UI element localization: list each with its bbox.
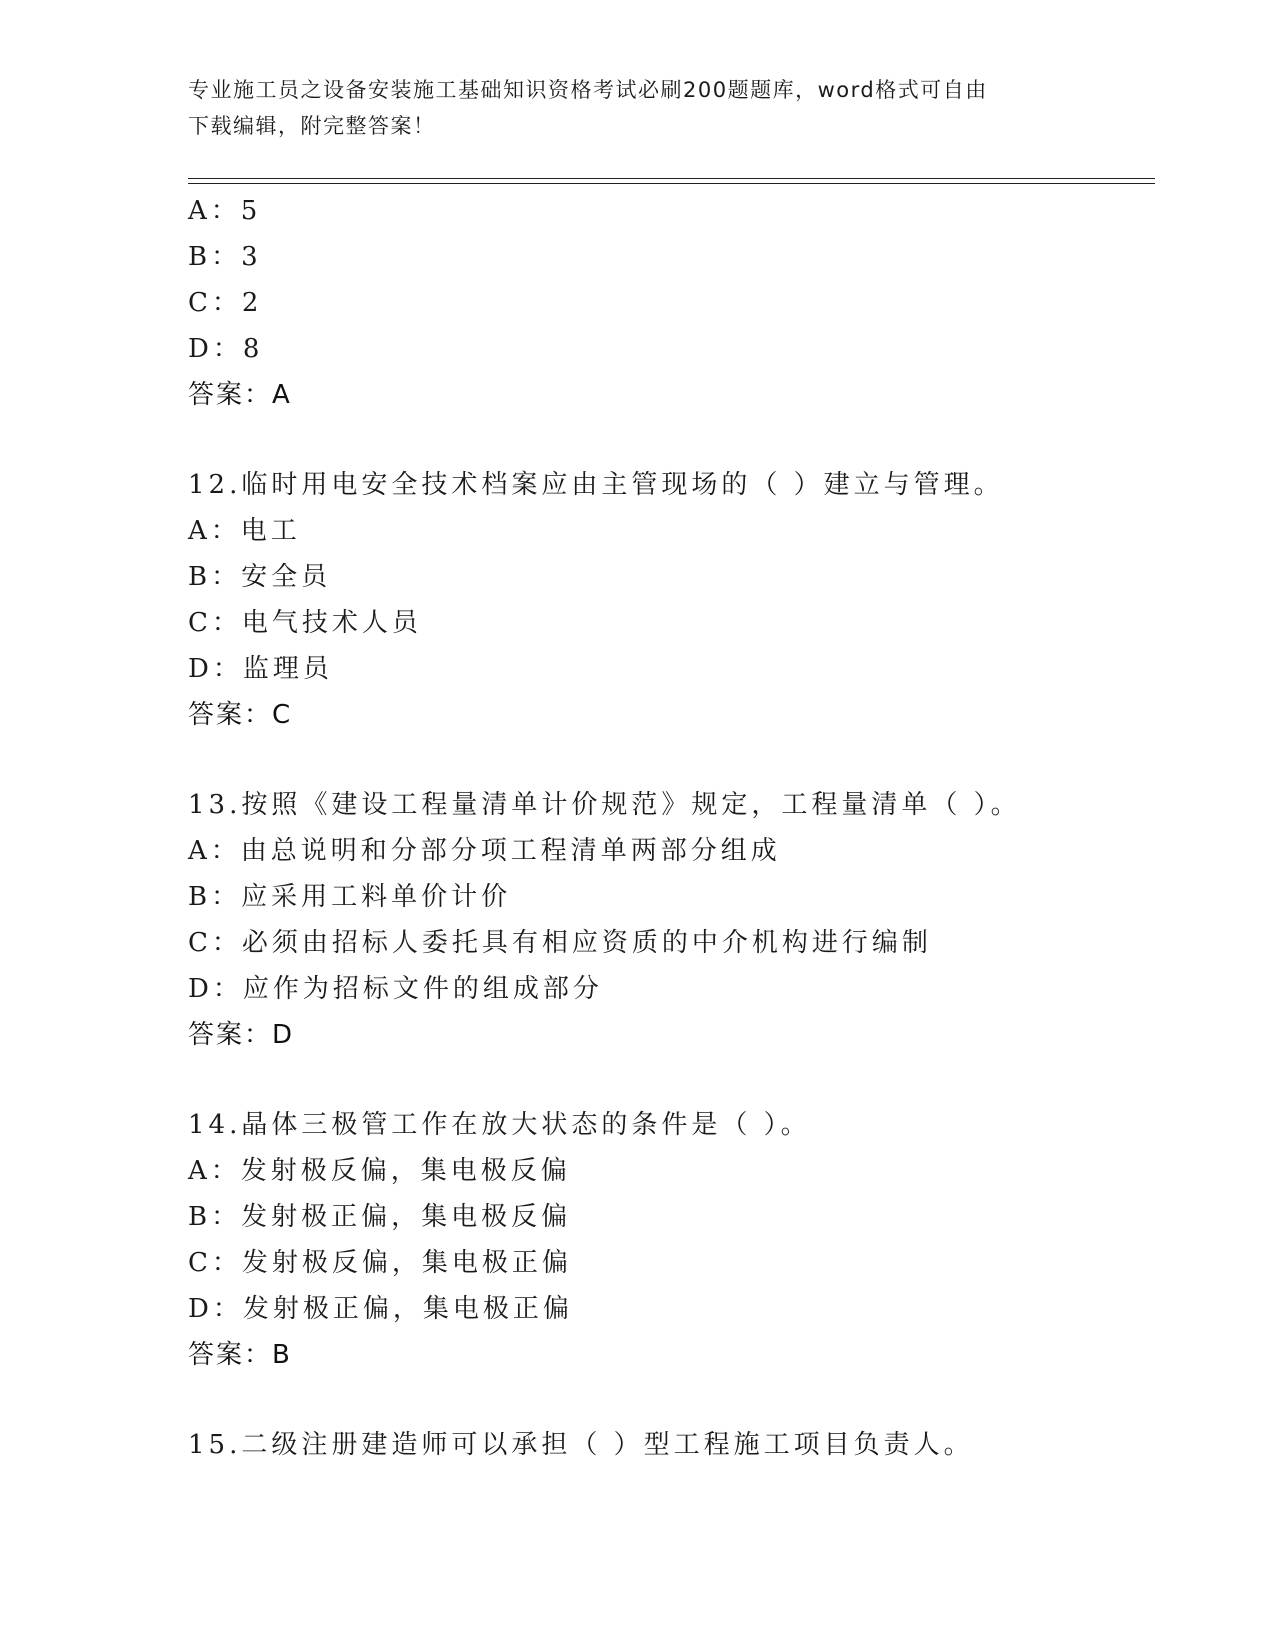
question-14 (188, 1102, 1148, 1378)
question-stem: 15.二级注册建造师可以承担（ ）型工程施工项目负责人。 (188, 1430, 974, 1460)
option-a: A：5 (188, 196, 262, 226)
question-13 (188, 782, 1148, 1058)
question-15 (188, 1422, 1148, 1468)
answer-line: 答案：C (188, 700, 293, 730)
header-divider-bottom (188, 183, 1155, 184)
question-stem: 13.按照《建设工程量清单计价规范》规定，工程量清单（ ）。 (188, 790, 1021, 820)
question-12 (188, 462, 1148, 738)
option-a: A：由总说明和分部分项工程清单两部分组成 (188, 836, 781, 866)
option-c: C：必须由招标人委托具有相应资质的中介机构进行编制 (188, 928, 932, 958)
document-header (188, 72, 1068, 144)
question-partial (188, 188, 1148, 418)
question-stem: 12.临时用电安全技术档案应由主管现场的（ ）建立与管理。 (188, 470, 1004, 500)
option-d: D：8 (188, 334, 264, 364)
header-title-line-2: 下载编辑，附完整答案！ (188, 114, 436, 138)
answer-line: 答案：D (188, 1020, 295, 1050)
option-b: B：发射极正偏，集电极反偏 (188, 1202, 572, 1232)
spacer (188, 1378, 1148, 1422)
spacer (188, 1058, 1148, 1102)
answer-line: 答案：B (188, 1340, 292, 1370)
option-d: D：监理员 (188, 654, 333, 684)
option-b: B：安全员 (188, 562, 332, 592)
option-a: A：发射极反偏，集电极反偏 (188, 1156, 571, 1186)
question-stem: 14.晶体三极管工作在放大状态的条件是（ ）。 (188, 1110, 811, 1140)
option-c: C：2 (188, 288, 263, 318)
option-b: B：3 (188, 242, 262, 272)
option-c: C：电气技术人员 (188, 608, 422, 638)
spacer (188, 418, 1148, 462)
option-a: A：电工 (188, 516, 301, 546)
answer-line: 答案：A (188, 380, 292, 410)
question-list (188, 188, 1148, 1468)
option-d: D：发射极正偏，集电极正偏 (188, 1294, 573, 1324)
option-c: C：发射极反偏，集电极正偏 (188, 1248, 572, 1278)
spacer (188, 738, 1148, 782)
option-b: B：应采用工料单价计价 (188, 882, 512, 912)
header-title-line-1: 专业施工员之设备安装施工基础知识资格考试必刷200题题库，word格式可自由 (188, 78, 988, 102)
header-divider-top (188, 178, 1155, 179)
option-d: D：应作为招标文件的组成部分 (188, 974, 603, 1004)
